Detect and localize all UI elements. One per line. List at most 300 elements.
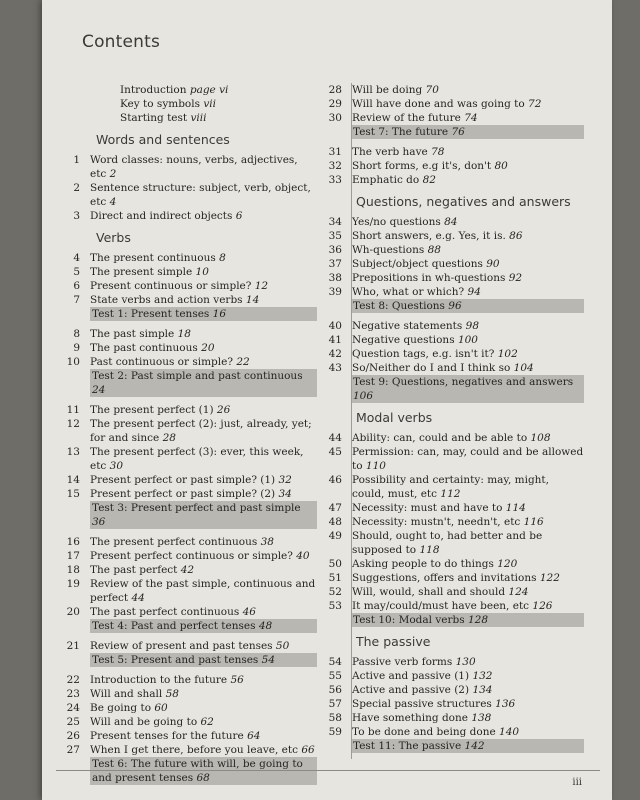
entry-text-wrap <box>352 599 584 613</box>
contents-entry[interactable] <box>62 111 317 125</box>
entry-page: 44 <box>131 592 145 604</box>
entry-text-wrap <box>352 571 584 585</box>
entry-page: 136 <box>495 698 516 710</box>
test-entry[interactable] <box>90 619 317 633</box>
entry-page: 90 <box>486 258 500 270</box>
test-entry[interactable] <box>351 613 584 627</box>
unit-number: 25 <box>66 716 80 728</box>
entry-title: The present perfect (3): ever, this week, etc <box>90 446 304 472</box>
entry-title: Short answers, e.g. Yes, it is. <box>352 230 506 242</box>
unit-number: 37 <box>328 258 342 270</box>
unit-block <box>62 535 317 633</box>
unit-number: 12 <box>66 418 80 430</box>
entry-title: The present perfect (1) <box>90 404 214 416</box>
entry-page: 30 <box>109 460 124 472</box>
entry-title: Who, what or which? <box>352 286 465 298</box>
contents-entry[interactable] <box>324 83 584 97</box>
contents-entry[interactable] <box>324 473 584 501</box>
entry-page: 14 <box>245 294 260 306</box>
unit-number: 52 <box>328 586 342 598</box>
contents-entry[interactable] <box>62 605 317 619</box>
test-title: Test 10: Modal verbs <box>353 614 465 626</box>
entry-text-wrap <box>90 577 317 605</box>
test-page: 96 <box>448 300 462 312</box>
entry-title: Active and passive (1) <box>352 670 470 682</box>
unit-number: 11 <box>66 404 80 416</box>
entry-page: 84 <box>444 216 458 228</box>
entry-text-wrap <box>352 585 584 599</box>
entry-page: 40 <box>296 550 310 562</box>
unit-number: 5 <box>73 266 80 278</box>
section-heading: Questions, negatives and answers <box>356 194 571 209</box>
entry-text-wrap <box>352 333 584 347</box>
unit-number: 8 <box>73 328 80 340</box>
unit-number: 46 <box>328 474 342 486</box>
entry-text-wrap <box>90 417 317 445</box>
entry-title: Necessity: mustn't, needn't, etc <box>352 516 521 528</box>
entry-page: 92 <box>508 272 523 284</box>
entry-text-wrap <box>352 145 584 159</box>
entry-page: 120 <box>497 558 518 570</box>
unit-block <box>324 145 584 187</box>
entry-text-wrap <box>120 83 317 97</box>
contents-entry[interactable] <box>62 535 317 549</box>
contents-entry[interactable] <box>324 159 584 173</box>
entry-text-wrap <box>352 711 584 725</box>
unit-number: 21 <box>66 640 80 652</box>
unit-block <box>324 215 584 313</box>
entry-title: Will, would, shall and should <box>352 586 506 598</box>
contents-entry[interactable] <box>324 725 584 739</box>
entry-text-wrap <box>90 715 317 729</box>
unit-number: 38 <box>328 272 342 284</box>
unit-number: 39 <box>328 286 342 298</box>
contents-entry[interactable] <box>62 715 317 729</box>
contents-entry[interactable] <box>324 319 584 333</box>
contents-entry[interactable] <box>324 599 584 613</box>
entry-text-wrap <box>90 639 317 653</box>
entry-text-wrap <box>352 445 584 473</box>
entry-title: Past continuous or simple? <box>90 356 233 368</box>
entry-text-wrap <box>90 265 317 279</box>
entry-page: vii <box>203 98 216 110</box>
entry-title: Present perfect or past simple? (2) <box>90 488 276 500</box>
entry-page: page vi <box>189 84 229 96</box>
contents-entry[interactable] <box>62 209 317 223</box>
contents-entry[interactable] <box>62 487 317 501</box>
contents-entry[interactable] <box>324 655 584 669</box>
entry-title: Active and passive (2) <box>352 684 470 696</box>
entry-title: Review of the future <box>352 112 461 124</box>
contents-entry[interactable] <box>62 417 317 445</box>
contents-entry[interactable] <box>324 515 584 529</box>
page-title: Contents <box>82 32 161 52</box>
unit-number: 17 <box>66 550 80 562</box>
entry-page: 2 <box>109 168 117 180</box>
contents-entry[interactable] <box>62 473 317 487</box>
unit-block <box>62 403 317 529</box>
unit-number: 51 <box>328 572 342 584</box>
entry-title: Necessity: must and have to <box>352 502 503 514</box>
entry-title: Special passive structures <box>352 698 492 710</box>
entry-page: 70 <box>425 84 439 96</box>
test-page: 24 <box>92 384 106 396</box>
section-heading: Modal verbs <box>356 410 433 425</box>
contents-entry[interactable] <box>324 97 584 111</box>
intro-block <box>62 83 317 125</box>
entry-page: 10 <box>195 266 209 278</box>
contents-entry[interactable] <box>324 571 584 585</box>
entry-title: Short forms, e.g it's, don't <box>352 160 492 172</box>
entry-text-wrap <box>352 285 584 299</box>
entry-page: 140 <box>499 726 520 738</box>
entry-title: The present perfect (2): just, already, yet; for and since <box>90 418 312 444</box>
entry-title: Word classes: nouns, verbs, adjectives, etc <box>90 154 298 180</box>
entry-title: Possibility and certainty: may, might, could, must, etc <box>352 474 549 500</box>
contents-entry[interactable] <box>324 557 584 571</box>
entry-text-wrap <box>90 687 317 701</box>
entry-page: 116 <box>523 516 544 528</box>
entry-title: Present perfect or past simple? (1) <box>90 474 276 486</box>
entry-page: 18 <box>177 328 191 340</box>
test-title: Test 6: The future with will, be going to and present tenses <box>92 758 303 784</box>
entry-title: Review of the past simple, continuous and perfect <box>90 578 316 604</box>
unit-number: 30 <box>328 112 342 124</box>
test-entry[interactable] <box>351 375 584 403</box>
entry-title: Introduction <box>120 84 187 96</box>
entry-page: 66 <box>301 744 315 756</box>
unit-number: 33 <box>328 174 342 186</box>
contents-entry[interactable] <box>62 265 317 279</box>
entry-text-wrap <box>90 673 317 687</box>
section-heading: Verbs <box>96 230 131 245</box>
unit-number: 9 <box>73 342 80 354</box>
contents-entry[interactable] <box>324 347 584 361</box>
unit-number: 58 <box>328 712 342 724</box>
entry-title: When I get there, before you leave, etc <box>90 744 298 756</box>
entry-page: 4 <box>109 196 117 208</box>
entry-page: 124 <box>508 586 529 598</box>
unit-number: 4 <box>73 252 80 264</box>
entry-text-wrap <box>352 725 584 739</box>
contents-entry[interactable] <box>324 285 584 299</box>
unit-block <box>62 327 317 397</box>
entry-page: 74 <box>464 112 478 124</box>
test-page: 16 <box>212 308 227 320</box>
contents-entry[interactable] <box>324 431 584 445</box>
entry-text-wrap <box>352 319 584 333</box>
entry-title: Ability: can, could and be able to <box>352 432 528 444</box>
entry-title: Asking people to do things <box>352 558 494 570</box>
entry-page: 100 <box>457 334 478 346</box>
contents-entry[interactable] <box>324 243 584 257</box>
contents-entry[interactable] <box>324 257 584 271</box>
entry-title: The past continuous <box>90 342 198 354</box>
entry-title: The past perfect <box>90 564 178 576</box>
unit-number: 44 <box>328 432 342 444</box>
entry-text-wrap <box>352 215 584 229</box>
test-page: 142 <box>464 740 485 752</box>
entry-page: 26 <box>216 404 231 416</box>
entry-text-wrap <box>352 173 584 187</box>
entry-title: Yes/no questions <box>352 216 441 228</box>
entry-title: The present continuous <box>90 252 216 264</box>
entry-text-wrap <box>352 257 584 271</box>
entry-page: 72 <box>528 98 542 110</box>
entry-title: Negative questions <box>352 334 455 346</box>
contents-entry[interactable] <box>324 501 584 515</box>
entry-page: 138 <box>471 712 492 724</box>
contents-entry[interactable] <box>324 111 584 125</box>
entry-page: 118 <box>419 544 440 556</box>
test-entry[interactable] <box>351 125 584 139</box>
test-page: 36 <box>92 516 106 528</box>
entry-text-wrap <box>90 605 317 619</box>
entry-page: 28 <box>162 432 176 444</box>
entry-text-wrap <box>352 229 584 243</box>
entry-page: 58 <box>165 688 179 700</box>
entry-page: 132 <box>472 670 493 682</box>
unit-block <box>62 673 317 785</box>
contents-entry[interactable] <box>62 341 317 355</box>
contents-entry[interactable] <box>62 563 317 577</box>
entry-text-wrap <box>352 361 584 375</box>
unit-number: 48 <box>328 516 342 528</box>
contents-entry[interactable] <box>324 697 584 711</box>
unit-number: 16 <box>66 536 80 548</box>
unit-number: 55 <box>328 670 342 682</box>
unit-number: 43 <box>328 362 342 374</box>
unit-number: 14 <box>66 474 80 486</box>
entry-page: 6 <box>235 210 243 222</box>
contents-entry[interactable] <box>62 729 317 743</box>
contents-entry[interactable] <box>62 549 317 563</box>
entry-title: Will be doing <box>352 84 423 96</box>
section-heading: The passive <box>356 634 431 649</box>
contents-entry[interactable] <box>324 585 584 599</box>
contents-entry[interactable] <box>324 229 584 243</box>
contents-entry[interactable] <box>62 181 317 209</box>
test-page: 48 <box>258 620 273 632</box>
unit-number: 56 <box>328 684 342 696</box>
entry-page: 50 <box>275 640 290 652</box>
entry-text-wrap <box>352 515 584 529</box>
entry-title: The past simple <box>90 328 175 340</box>
contents-entry[interactable] <box>324 361 584 375</box>
contents-entry[interactable] <box>324 215 584 229</box>
entry-text-wrap <box>352 557 584 571</box>
contents-entry[interactable] <box>62 687 317 701</box>
unit-number: 23 <box>66 688 80 700</box>
contents-entry[interactable] <box>62 673 317 687</box>
unit-block <box>324 319 584 403</box>
entry-title: Wh-questions <box>352 244 425 256</box>
entry-text-wrap <box>352 159 584 173</box>
entry-page: 42 <box>180 564 195 576</box>
entry-title: Emphatic do <box>352 174 420 186</box>
contents-entry[interactable] <box>62 355 317 369</box>
entry-title: The verb have <box>352 146 428 158</box>
unit-number: 47 <box>328 502 342 514</box>
entry-text-wrap <box>352 243 584 257</box>
test-page: 128 <box>467 614 488 626</box>
test-page: 106 <box>353 390 374 402</box>
contents-entry[interactable] <box>62 153 317 181</box>
unit-number: 45 <box>328 446 342 458</box>
test-page: 76 <box>451 126 465 138</box>
entry-text-wrap <box>90 403 317 417</box>
entry-title: Passive verb forms <box>352 656 453 668</box>
entry-text-wrap <box>90 355 317 369</box>
entry-text-wrap <box>90 153 317 181</box>
entry-text-wrap <box>352 473 584 501</box>
entry-title: To be done and being done <box>352 726 496 738</box>
contents-entry[interactable] <box>62 279 317 293</box>
entry-text-wrap <box>120 97 317 111</box>
test-title: Test 3: Present perfect and past simple <box>92 502 301 514</box>
entry-text-wrap <box>352 271 584 285</box>
entry-page: 38 <box>260 536 274 548</box>
entry-text-wrap <box>90 743 317 757</box>
entry-page: 62 <box>200 716 214 728</box>
entry-text-wrap <box>90 293 317 307</box>
contents-entry[interactable] <box>62 97 317 111</box>
unit-number: 3 <box>73 210 80 222</box>
unit-number: 40 <box>328 320 342 332</box>
entry-page: 12 <box>254 280 269 292</box>
entry-text-wrap <box>90 473 317 487</box>
entry-text-wrap <box>90 445 317 473</box>
unit-number: 19 <box>66 578 80 590</box>
unit-block <box>324 83 584 139</box>
entry-title: State verbs and action verbs <box>90 294 243 306</box>
book-page <box>42 0 612 800</box>
entry-text-wrap <box>352 347 584 361</box>
unit-number: 26 <box>66 730 80 742</box>
footer-rule <box>56 770 600 771</box>
entry-title: Starting test <box>120 112 188 124</box>
test-entry[interactable] <box>90 369 317 397</box>
test-title: Test 9: Questions, negatives and answers <box>353 376 574 388</box>
entry-page: 86 <box>509 230 523 242</box>
unit-number: 29 <box>328 98 342 110</box>
unit-number: 57 <box>328 698 342 710</box>
entry-text-wrap <box>90 279 317 293</box>
unit-number: 35 <box>328 230 342 242</box>
unit-number: 59 <box>328 726 342 738</box>
unit-number: 27 <box>66 744 80 756</box>
contents-entry[interactable] <box>62 577 317 605</box>
entry-title: Present continuous or simple? <box>90 280 252 292</box>
entry-text-wrap <box>90 327 317 341</box>
entry-title: Subject/object questions <box>352 258 483 270</box>
unit-number: 28 <box>328 84 342 96</box>
contents-entry[interactable] <box>324 445 584 473</box>
contents-entry[interactable] <box>324 271 584 285</box>
entry-title: Introduction to the future <box>90 674 228 686</box>
unit-number: 49 <box>328 530 342 542</box>
contents-entry[interactable] <box>62 403 317 417</box>
entry-page: 94 <box>467 286 481 298</box>
entry-page: 56 <box>230 674 244 686</box>
entry-title: It may/could/must have been, etc <box>352 600 530 612</box>
entry-page: 64 <box>247 730 261 742</box>
entry-text-wrap <box>352 83 584 97</box>
contents-entry[interactable] <box>62 701 317 715</box>
entry-text-wrap <box>90 341 317 355</box>
entry-title: The present simple <box>90 266 193 278</box>
entry-page: 60 <box>154 702 168 714</box>
entry-page: 104 <box>513 362 534 374</box>
entry-text-wrap <box>352 529 584 557</box>
entry-text-wrap <box>90 209 317 223</box>
entry-page: 110 <box>365 460 386 472</box>
entry-text-wrap <box>352 697 584 711</box>
contents-entry[interactable] <box>62 639 317 653</box>
entry-text-wrap <box>90 181 317 209</box>
page-number: iii <box>572 777 582 788</box>
test-entry[interactable] <box>351 739 584 753</box>
test-page: 54 <box>261 654 276 666</box>
contents-entry[interactable] <box>324 669 584 683</box>
entry-title: Direct and indirect objects <box>90 210 233 222</box>
unit-number: 2 <box>73 182 80 194</box>
unit-number: 50 <box>328 558 342 570</box>
unit-number: 31 <box>328 146 342 158</box>
entry-title: Present perfect continuous or simple? <box>90 550 293 562</box>
test-entry[interactable] <box>351 299 584 313</box>
entry-text-wrap <box>352 683 584 697</box>
entry-page: 46 <box>242 606 256 618</box>
unit-block <box>324 655 584 753</box>
unit-number: 7 <box>73 294 80 306</box>
entry-text-wrap <box>352 655 584 669</box>
entry-page: 82 <box>422 174 436 186</box>
entry-page: viii <box>190 112 207 124</box>
unit-number: 13 <box>66 446 80 458</box>
entry-title: So/Neither do I and I think so <box>352 362 511 374</box>
entry-title: Permission: can, may, could and be allowed to <box>352 446 584 472</box>
contents-entry[interactable] <box>324 173 584 187</box>
contents-entry[interactable] <box>62 293 317 307</box>
contents-entry[interactable] <box>62 83 317 97</box>
entry-text-wrap <box>90 563 317 577</box>
entry-page: 108 <box>530 432 551 444</box>
test-title: Test 11: The passive <box>353 740 462 752</box>
test-entry[interactable] <box>90 307 317 321</box>
entry-title: The past perfect continuous <box>90 606 240 618</box>
test-entry[interactable] <box>90 501 317 529</box>
entry-text-wrap <box>352 97 584 111</box>
entry-page: 102 <box>497 348 518 360</box>
contents-entry[interactable] <box>324 683 584 697</box>
contents-entry[interactable] <box>62 327 317 341</box>
entry-page: 80 <box>494 160 508 172</box>
test-title: Test 2: Past simple and past continuous <box>92 370 303 382</box>
contents-entry[interactable] <box>62 743 317 757</box>
test-title: Test 8: Questions <box>353 300 445 312</box>
entry-page: 112 <box>440 488 461 500</box>
entry-title: Be going to <box>90 702 152 714</box>
contents-entry[interactable] <box>62 445 317 473</box>
test-entry[interactable] <box>90 757 317 785</box>
contents-entry[interactable] <box>324 145 584 159</box>
contents-entry[interactable] <box>324 711 584 725</box>
test-entry[interactable] <box>90 653 317 667</box>
contents-entry[interactable] <box>324 529 584 557</box>
contents-entry[interactable] <box>62 251 317 265</box>
contents-entry[interactable] <box>324 333 584 347</box>
